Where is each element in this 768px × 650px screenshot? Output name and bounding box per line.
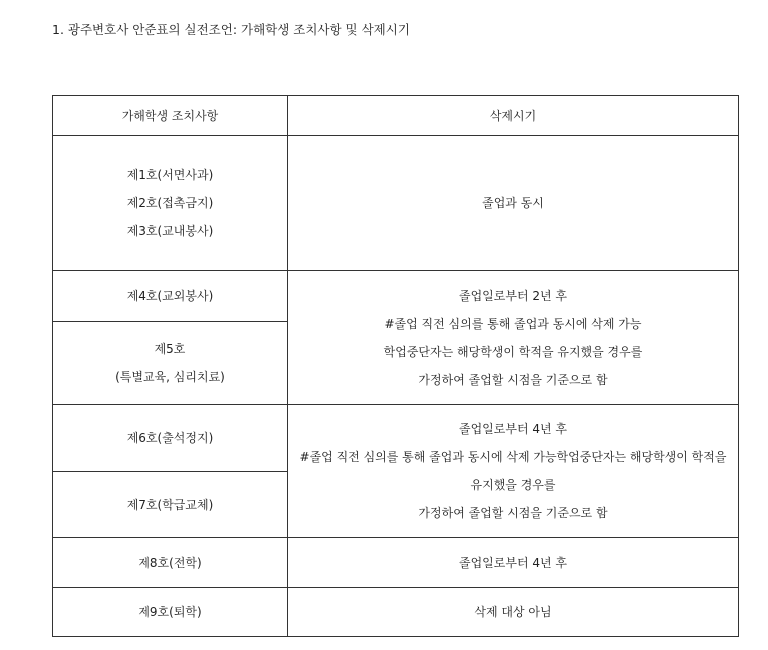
measure-label: 제9호(퇴학) (138, 605, 202, 619)
measures-cell (53, 472, 288, 538)
measure-label: 제1호(서면사과) (126, 168, 214, 182)
measures-cell (53, 405, 288, 472)
measure-label: 제4호(교외봉사) (126, 289, 214, 303)
deletion-text: 졸업일로부터 4년 후 (458, 555, 567, 570)
deletion-text: #졸업 직전 심의를 통해 졸업과 동시에 삭제 가능학업중단자는 해당학생이 학적을 (299, 450, 727, 464)
table-row (53, 271, 739, 322)
measure-label: 제3호(교내봉사) (126, 224, 214, 238)
deletion-text: 유지했을 경우를 (470, 478, 556, 492)
measure-label: 제8호(전학) (138, 555, 202, 570)
measure-label: 제6호(출석정지) (126, 431, 214, 445)
measures-cell (53, 538, 288, 588)
table-row (53, 136, 739, 271)
deletion-text: 가정하여 졸업할 시점을 기준으로 함 (418, 372, 608, 387)
deletion-text: 졸업과 동시 (482, 196, 544, 210)
table-row (53, 538, 739, 588)
deletion-text: 가정하여 졸업할 시점을 기준으로 함 (418, 506, 608, 520)
deletion-cell (288, 136, 739, 271)
measure-label: (특별교육, 심리치료) (115, 370, 225, 384)
deletion-text: 학업중단자는 해당학생이 학적을 유지했을 경우를 (383, 344, 643, 359)
header-deletion-period: 삭제시기 (288, 96, 739, 136)
header-measures: 가해학생 조치사항 (53, 96, 288, 136)
deletion-text: 졸업일로부터 2년 후 (458, 288, 567, 303)
deletion-text: 삭제 대상 아님 (474, 605, 552, 619)
measure-label: 제5호 (154, 342, 186, 356)
measures-cell (53, 271, 288, 322)
deletion-cell (288, 538, 739, 588)
deletion-cell (288, 588, 739, 637)
deletion-cell (288, 405, 739, 538)
table-row (53, 588, 739, 637)
deletion-cell (288, 271, 739, 405)
table-row (53, 405, 739, 472)
deletion-text: #졸업 직전 심의를 통해 졸업과 동시에 삭제 가능 (384, 316, 642, 331)
measure-label: 제2호(접촉금지) (126, 196, 214, 210)
measures-table (52, 95, 739, 637)
measures-cell (53, 136, 288, 271)
table-header-row (53, 96, 739, 136)
document-title: 1. 광주변호사 안준표의 실전조언: 가해학생 조치사항 및 삭제시기 (52, 22, 410, 37)
measures-cell (53, 588, 288, 637)
measure-label: 제7호(학급교체) (126, 497, 214, 512)
deletion-text: 졸업일로부터 4년 후 (458, 422, 567, 436)
measures-cell (53, 322, 288, 405)
